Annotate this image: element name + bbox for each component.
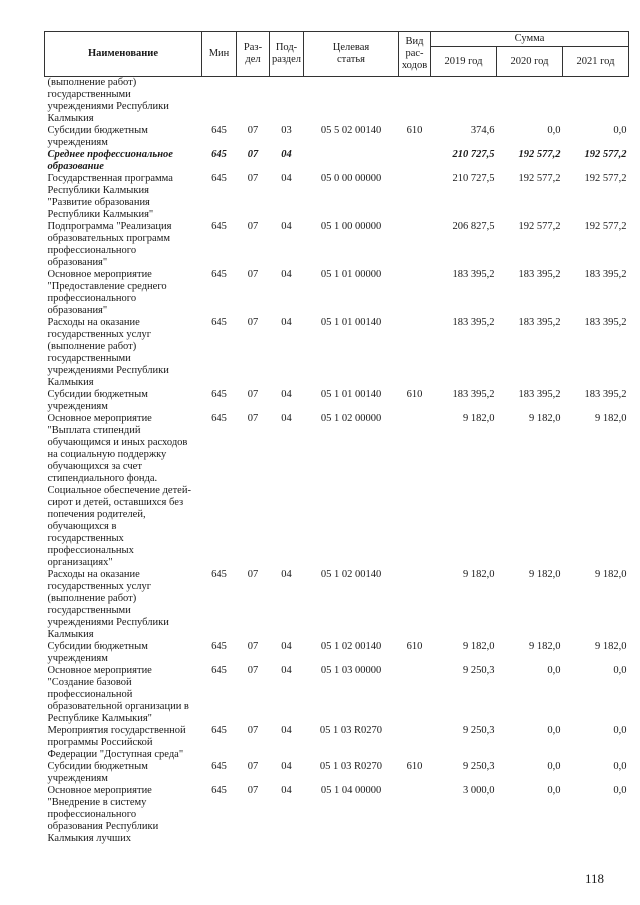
row-podrazdel: 04 <box>281 725 292 736</box>
row-sum-2020: 0,0 <box>547 665 561 676</box>
row-podrazdel: 04 <box>281 389 292 400</box>
header-target-text: Целевая статья <box>332 42 370 65</box>
row-podrazdel: 04 <box>281 149 292 160</box>
row-target: 05 1 02 00140 <box>320 641 382 652</box>
row-razdel: 07 <box>247 317 259 328</box>
header-summa: Сумма <box>431 32 629 47</box>
row-vid <box>399 77 431 126</box>
row-name: Основное мероприятие "Создание базовой профессиональной образовательной организации в Республике Калмыкия" <box>47 665 189 724</box>
header-podrazdel <box>270 32 304 77</box>
row-vid <box>399 149 431 173</box>
row-sum-2019: 210 727,5 <box>452 149 495 160</box>
row-sum-2021: 183 395,2 <box>584 317 627 328</box>
header-2019: 2019 год <box>431 47 497 77</box>
budget-table <box>44 31 629 845</box>
row-target <box>304 77 399 126</box>
row-name: Среднее профессиональное образование <box>47 149 173 172</box>
row-vid <box>399 413 431 569</box>
row-name: Подпрограмма "Реализация образовательных программ профессионального образования" <box>47 221 172 268</box>
row-sum-2021: 183 395,2 <box>584 389 627 400</box>
row-sum-2019: 183 395,2 <box>452 389 495 400</box>
row-sum-2020: 183 395,2 <box>518 269 561 280</box>
row-vid <box>399 269 431 317</box>
row-name: Субсидии бюджетным учреждениям <box>47 125 148 148</box>
row-name: Расходы на оказание государственных услуг (выполнение работ) государственными учреждениями Республики Калмыкия <box>47 569 169 640</box>
row-sum-2020: 192 577,2 <box>518 173 561 184</box>
row-sum-2021: 0,0 <box>613 725 627 736</box>
row-sum-2019: 9 182,0 <box>463 413 495 424</box>
row-razdel: 07 <box>247 569 259 580</box>
row-razdel: 07 <box>247 413 259 424</box>
row-sum-2021: 0,0 <box>613 125 627 136</box>
budget-table-page <box>44 31 628 845</box>
row-razdel: 07 <box>247 221 259 232</box>
row-podrazdel: 04 <box>281 665 292 676</box>
row-razdel: 07 <box>247 269 259 280</box>
row-sum-2021: 183 395,2 <box>584 269 627 280</box>
row-sum-2021: 0,0 <box>613 785 627 796</box>
row-razdel: 07 <box>247 149 259 160</box>
row-vid <box>399 725 431 761</box>
row-podrazdel: 04 <box>281 641 292 652</box>
row-sum-2019: 9 250,3 <box>463 725 495 736</box>
row-vid: 610 <box>406 125 423 136</box>
header-2020: 2020 год <box>497 47 563 77</box>
row-name: Основное мероприятие "Внедрение в систему профессионального образования Республики Калмыкия лучших <box>47 785 159 844</box>
row-razdel: 07 <box>247 725 259 736</box>
row-sum-2021: 0,0 <box>613 761 627 772</box>
row-vid <box>399 173 431 221</box>
table-row <box>45 761 629 785</box>
row-sum-2019: 3 000,0 <box>463 785 495 796</box>
row-min: 645 <box>211 569 227 580</box>
row-target: 05 1 01 00140 <box>320 389 382 400</box>
header-razdel <box>237 32 270 77</box>
row-podrazdel: 03 <box>281 125 292 136</box>
row-min: 645 <box>211 641 227 652</box>
row-name: Субсидии бюджетным учреждениям <box>47 389 148 412</box>
row-min: 645 <box>211 221 227 232</box>
page-number: 118 <box>584 871 604 886</box>
row-sum-2020: 9 182,0 <box>529 569 561 580</box>
table-row <box>45 221 629 269</box>
row-sum-2021: 9 182,0 <box>595 413 627 424</box>
row-vid: 610 <box>406 761 423 772</box>
header-name: Наименование <box>45 32 202 77</box>
row-sum-2019: 9 182,0 <box>463 569 495 580</box>
row-vid <box>399 785 431 845</box>
row-razdel: 07 <box>247 173 259 184</box>
row-target <box>304 149 399 173</box>
row-min: 645 <box>211 725 227 736</box>
row-sum-2020: 0,0 <box>547 761 561 772</box>
row-razdel: 07 <box>247 125 259 136</box>
row-podrazdel: 04 <box>281 761 292 772</box>
row-razdel: 07 <box>247 785 259 796</box>
row-vid <box>399 569 431 641</box>
row-sum-2020: 192 577,2 <box>518 221 561 232</box>
row-target: 05 1 01 00000 <box>320 269 382 280</box>
row-podrazdel: 04 <box>281 413 292 424</box>
header-min: Мин <box>202 32 237 77</box>
row-vid <box>399 665 431 725</box>
header-razdel-text: Раз- дел <box>243 42 263 65</box>
table-row <box>45 149 629 173</box>
row-sum-2020 <box>497 77 563 126</box>
row-sum-2020: 0,0 <box>547 785 561 796</box>
row-name: Субсидии бюджетным учреждениям <box>47 641 148 664</box>
table-row <box>45 125 629 149</box>
table-row <box>45 77 629 126</box>
row-min: 645 <box>211 413 227 424</box>
row-sum-2020: 192 577,2 <box>518 149 561 160</box>
row-sum-2021 <box>563 77 629 126</box>
row-vid: 610 <box>406 641 423 652</box>
row-vid: 610 <box>406 389 423 400</box>
row-sum-2020: 0,0 <box>547 125 561 136</box>
row-min: 645 <box>211 149 227 160</box>
row-name: Расходы на оказание государственных услуг (выполнение работ) государственными учреждениями Республики Калмыкия <box>47 317 169 388</box>
table-row <box>45 413 629 569</box>
row-target: 05 1 03 R0270 <box>319 725 383 736</box>
header-target <box>304 32 399 77</box>
row-razdel: 07 <box>247 641 259 652</box>
row-min: 645 <box>211 785 227 796</box>
row-name: (выполнение работ) государственными учреждениями Республики Калмыкия <box>47 77 169 124</box>
row-razdel: 07 <box>247 761 259 772</box>
table-row <box>45 569 629 641</box>
row-podrazdel: 04 <box>281 173 292 184</box>
row-sum-2019: 374,6 <box>470 125 495 136</box>
row-sum-2019: 9 250,3 <box>463 665 495 676</box>
row-sum-2021: 192 577,2 <box>584 149 627 160</box>
row-vid <box>399 221 431 269</box>
row-target: 05 1 01 00140 <box>320 317 382 328</box>
row-min <box>202 77 237 126</box>
row-name: Мероприятия государственной программы Российской Федерации "Доступная среда" <box>47 725 186 760</box>
header-podrazdel-text: Под- раздел <box>271 42 302 65</box>
row-name: Основное мероприятие "Выплата стипендий обучающимся и иных расходов на социальную поддержку обучающихся за счет стипендиального фонда. Социальное обеспечение детей- сирот и детей, оставшихся без попечения родителей, обучающихся в государственных профессиональных организациях" <box>47 413 191 568</box>
row-vid <box>399 317 431 389</box>
row-sum-2019: 183 395,2 <box>452 269 495 280</box>
row-target: 05 5 02 00140 <box>320 125 382 136</box>
row-target: 05 0 00 00000 <box>320 173 382 184</box>
row-target: 05 1 02 00140 <box>320 569 382 580</box>
table-row <box>45 785 629 845</box>
row-sum-2020: 183 395,2 <box>518 317 561 328</box>
header-2021: 2021 год <box>563 47 629 77</box>
row-sum-2021: 9 182,0 <box>595 641 627 652</box>
row-target: 05 1 03 R0270 <box>319 761 383 772</box>
table-row <box>45 641 629 665</box>
row-sum-2019: 9 182,0 <box>463 641 495 652</box>
row-sum-2020: 9 182,0 <box>529 641 561 652</box>
table-row <box>45 269 629 317</box>
row-target: 05 1 04 00000 <box>320 785 382 796</box>
row-name: Субсидии бюджетным учреждениям <box>47 761 148 784</box>
row-podrazdel: 04 <box>281 221 292 232</box>
row-sum-2019 <box>431 77 497 126</box>
row-target: 05 1 00 00000 <box>320 221 382 232</box>
row-name: Основное мероприятие "Предоставление среднего профессионального образования" <box>47 269 167 316</box>
table-body <box>45 77 629 846</box>
row-razdel: 07 <box>247 389 259 400</box>
row-podrazdel: 04 <box>281 785 292 796</box>
table-row <box>45 665 629 725</box>
row-sum-2019: 210 727,5 <box>452 173 495 184</box>
header-vid <box>399 32 431 77</box>
row-sum-2021: 192 577,2 <box>584 221 627 232</box>
row-podrazdel: 04 <box>281 269 292 280</box>
table-row <box>45 317 629 389</box>
row-target: 05 1 03 00000 <box>320 665 382 676</box>
row-name: Государственная программа Республики Калмыкия "Развитие образования Республики Калмыкия" <box>47 173 173 220</box>
row-razdel <box>237 77 270 126</box>
row-sum-2021: 0,0 <box>613 665 627 676</box>
row-sum-2020: 9 182,0 <box>529 413 561 424</box>
row-sum-2021: 192 577,2 <box>584 173 627 184</box>
row-target: 05 1 02 00000 <box>320 413 382 424</box>
row-min: 645 <box>211 761 227 772</box>
table-row <box>45 173 629 221</box>
row-min: 645 <box>211 173 227 184</box>
header-vid-text: Вид рас- ходов <box>401 36 428 71</box>
row-sum-2019: 183 395,2 <box>452 317 495 328</box>
row-sum-2021: 9 182,0 <box>595 569 627 580</box>
row-sum-2020: 0,0 <box>547 725 561 736</box>
row-min: 645 <box>211 389 227 400</box>
row-min: 645 <box>211 317 227 328</box>
table-row <box>45 389 629 413</box>
row-podrazdel: 04 <box>281 317 292 328</box>
row-sum-2019: 9 250,3 <box>463 761 495 772</box>
row-min: 645 <box>211 269 227 280</box>
row-min: 645 <box>211 125 227 136</box>
row-sum-2019: 206 827,5 <box>452 221 495 232</box>
row-min: 645 <box>211 665 227 676</box>
table-row <box>45 725 629 761</box>
row-sum-2020: 183 395,2 <box>518 389 561 400</box>
row-razdel: 07 <box>247 665 259 676</box>
row-podrazdel: 04 <box>281 569 292 580</box>
table-header <box>45 32 629 77</box>
row-podrazdel <box>270 77 304 126</box>
